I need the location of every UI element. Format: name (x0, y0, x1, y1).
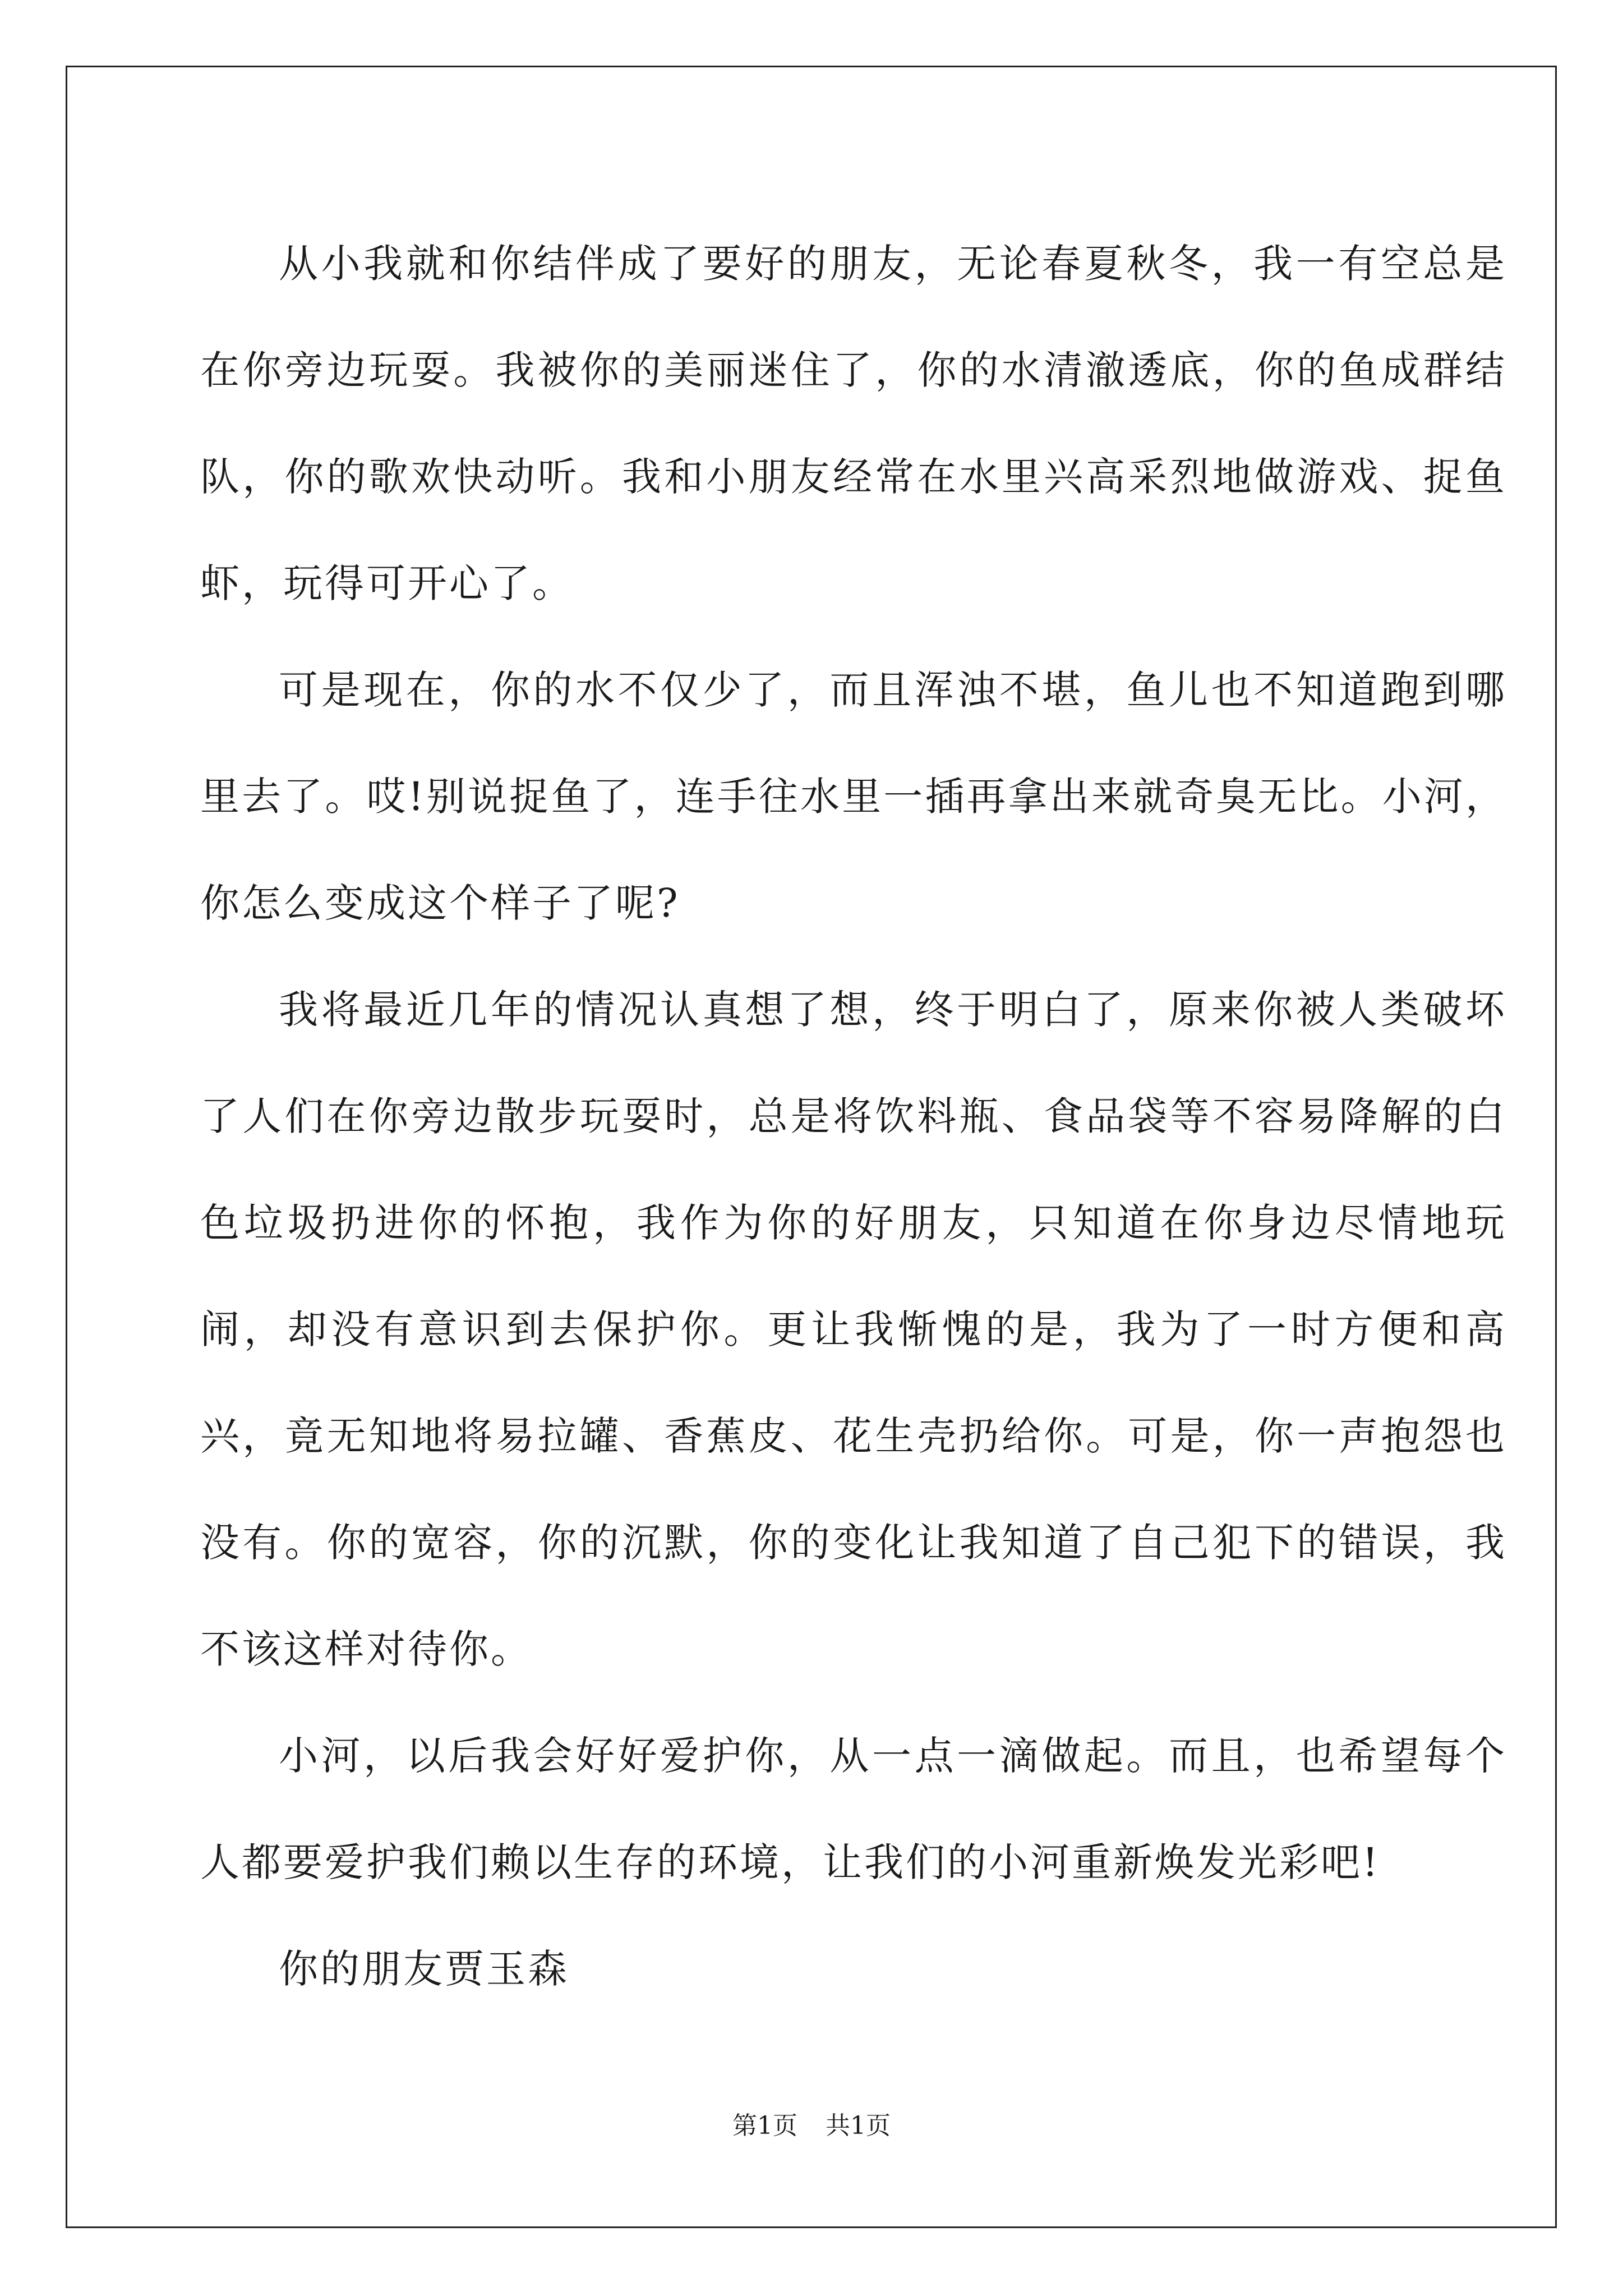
paragraph: 我将最近几年的情况认真想了想，终于明白了，原来你被人类破坏了人们在你旁边散步玩耍时，总是将饮料瓶、食品袋等不容易降解的白色垃圾扔进你的怀抱，我作为你的好朋友，只知道在你身边尽情地玩闹，却没有意识到去保护你。更让我惭愧的是，我为了一时方便和高兴，竟无知地将易拉罐、香蕉皮、花生壳扔给你。可是，你一声抱怨也没有。你的宽容，你的沉默，你的变化让我知道了自己犯下的错误，我不该这样对待你。 (200, 987, 1507, 1672)
page-total: 共1页 (826, 2111, 891, 2140)
page-number: 第1页 (732, 2111, 797, 2140)
letter-body (200, 210, 1507, 2022)
paragraph: 从小我就和你结伴成了要好的朋友，无论春夏秋冬，我一有空总是在你旁边玩耍。我被你的美丽迷住了，你的水清澈透底，你的鱼成群结队，你的歌欢快动听。我和小朋友经常在水里兴高采烈地做游戏、捉鱼虾，玩得可开心了。 (200, 241, 1507, 606)
paragraph: 可是现在，你的水不仅少了，而且浑浊不堪，鱼儿也不知道跑到哪里去了。哎!别说捉鱼了，连手往水里一插再拿出来就奇臭无比。小河，你怎么变成这个样子了呢? (200, 667, 1507, 926)
page-footer (0, 2109, 1623, 2143)
paragraph: 小河，以后我会好好爱护你，从一点一滴做起。而且，也希望每个人都要爱护我们赖以生存的环境，让我们的小河重新焕发光彩吧! (200, 1733, 1507, 1885)
signature: 你的朋友贾玉森 (279, 1946, 569, 1992)
